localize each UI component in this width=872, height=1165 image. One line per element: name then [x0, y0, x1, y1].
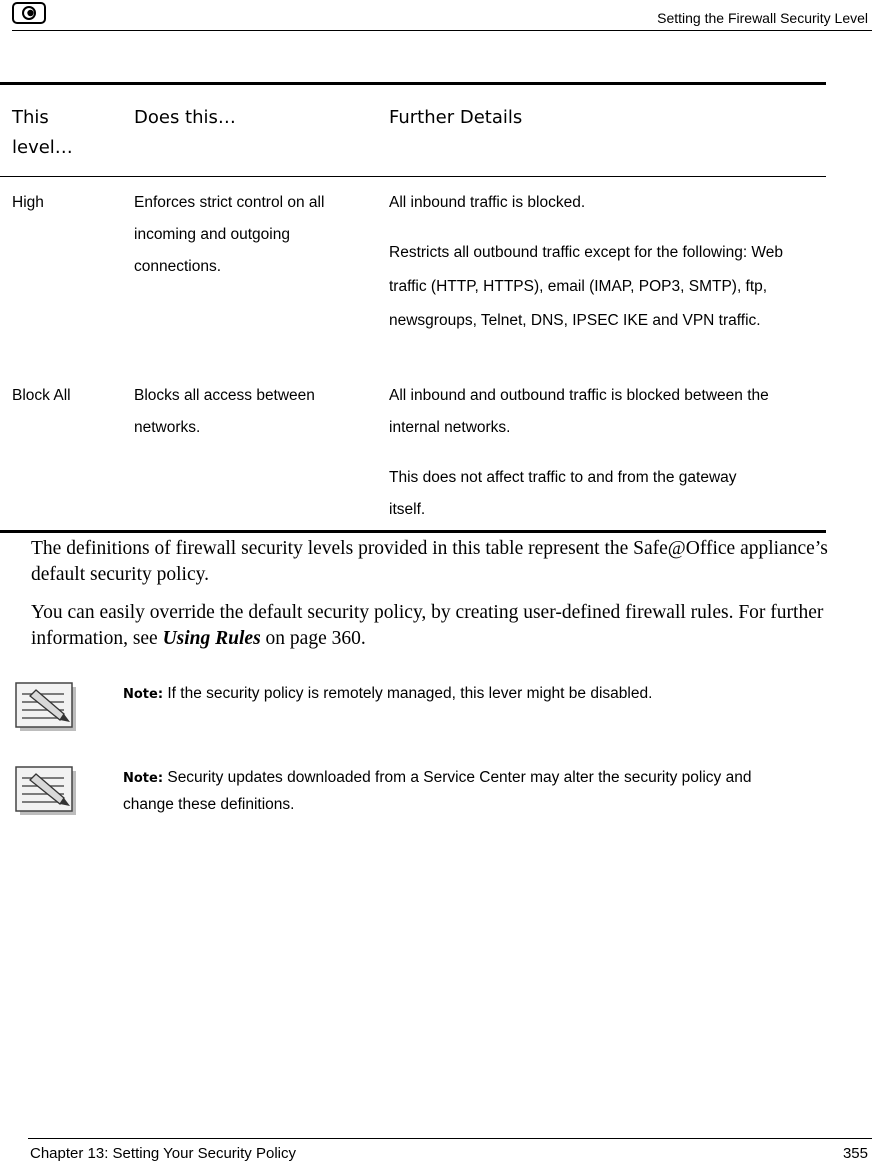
body-paragraph [31, 600, 866, 652]
table-header-rule [0, 176, 826, 177]
running-header-title: Setting the Firewall Security Level [657, 10, 868, 26]
table-cell-level: Block All [12, 387, 71, 404]
note-pad-icon [14, 678, 82, 734]
eye-logo-icon [12, 2, 46, 24]
cross-reference-link[interactable]: Using Rules [162, 628, 261, 649]
table-top-rule [0, 82, 826, 85]
footer-divider [28, 1138, 872, 1139]
table-bottom-rule [0, 530, 826, 533]
header-divider [12, 30, 872, 31]
body-paragraph: The definitions of firewall security levels provided in this table represent the Safe@Office appliance’s default security policy. [31, 538, 828, 585]
table-cell-detail: All inbound traffic is blocked. [389, 194, 586, 211]
column-header-does: Does this… [134, 107, 236, 128]
note-body: Security updates downloaded from a Service Center may alter the security policy and change these definitions. [123, 769, 752, 813]
paragraph-text: on page 360. [260, 628, 366, 649]
note-text [123, 681, 823, 708]
footer-chapter: Chapter 13: Setting Your Security Policy [30, 1145, 296, 1162]
table-cell-detail: Restricts all outbound traffic except for the following: Web traffic (HTTP, HTTPS), email (IMAP, POP3, SMTP), ftp, newsgroups, Telnet, DNS, IPSEC IKE and VPN traffic. [389, 244, 784, 329]
note-pad-icon [14, 762, 82, 818]
paragraph-text: You can easily override the default security policy, by creating user-defined firewall rules. For further information, see [31, 602, 824, 649]
table-cell-detail: This does not affect traffic to and from the gateway itself. [389, 469, 737, 518]
table-cell-does: Enforces strict control on all incoming and outgoing connections. [134, 194, 325, 275]
table-cell-does: Blocks all access between networks. [134, 387, 315, 436]
note-label: Note: [123, 687, 164, 702]
column-header-level: This level… [12, 107, 73, 158]
column-header-details: Further Details [389, 107, 523, 128]
table-cell-detail: All inbound and outbound traffic is blocked between the internal networks. [389, 387, 769, 436]
note-body: If the security policy is remotely managed, this lever might be disabled. [163, 685, 653, 702]
note-label: Note: [123, 771, 164, 786]
note-text [123, 765, 803, 818]
page-number: 355 [842, 1145, 868, 1162]
table-cell-level: High [12, 194, 44, 211]
